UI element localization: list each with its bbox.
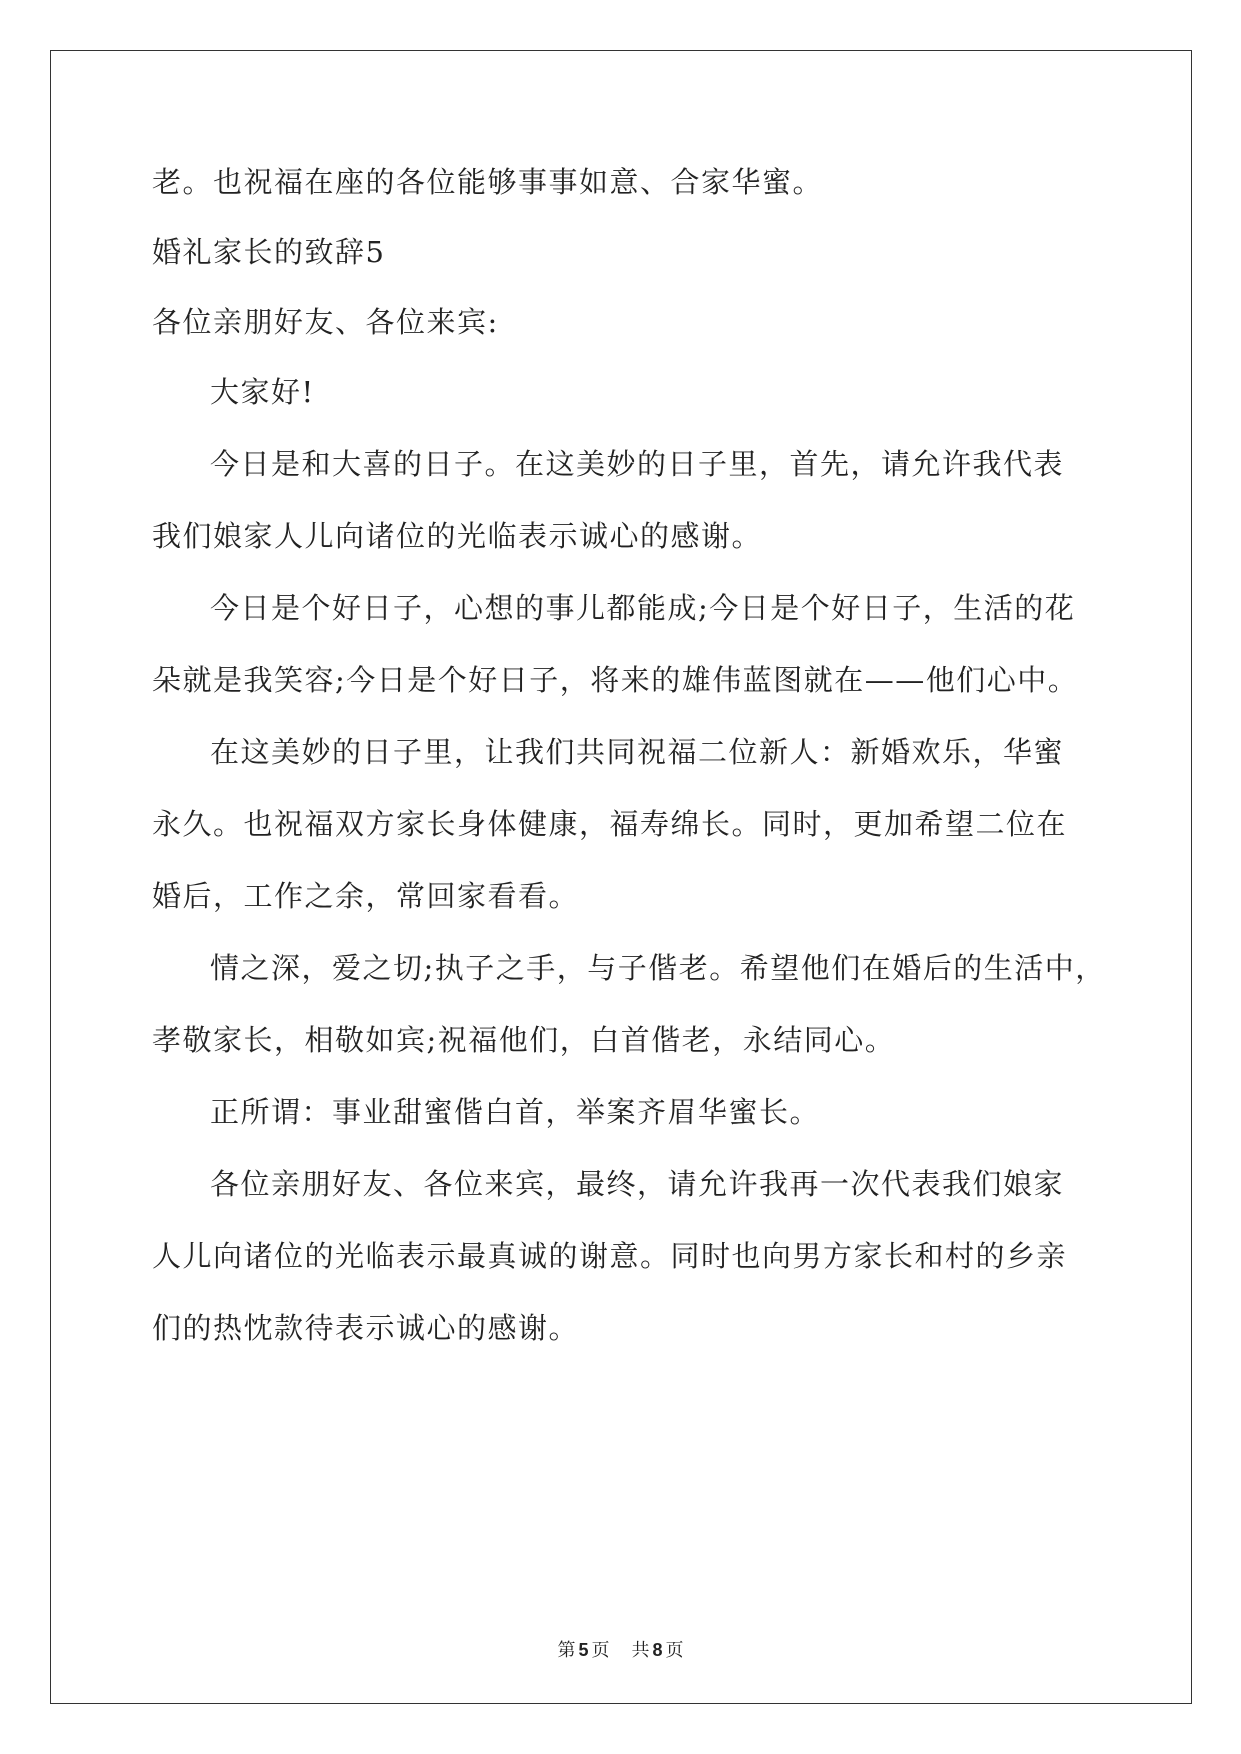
total-unit: 页: [665, 1640, 684, 1661]
greeting: 大家好!: [210, 375, 315, 409]
page-prefix: 第: [557, 1640, 576, 1661]
paragraph-line: 老。也祝福在座的各位能够事事如意、合家华蜜。: [152, 165, 824, 199]
paragraph-line: 朵就是我笑容;今日是个好日子，将来的雄伟蓝图就在——他们心中。: [152, 663, 1079, 697]
paragraph-line: 情之深，爱之切;执子之手，与子偕老。希望他们在婚后的生活中，: [210, 951, 1106, 985]
total-prefix: 共: [631, 1640, 650, 1661]
section-heading: 婚礼家长的致辞5: [152, 235, 386, 269]
paragraph-line: 人儿向诸位的光临表示最真诚的谢意。同时也向男方家长和村的乡亲: [152, 1239, 1068, 1273]
paragraph-line: 我们娘家人儿向诸位的光临表示诚心的感谢。: [152, 519, 763, 553]
paragraph-line: 们的热忱款待表示诚心的感谢。: [152, 1311, 580, 1345]
total-page-number: 8: [652, 1640, 663, 1660]
paragraph-line: 孝敬家长，相敬如宾;祝福他们，白首偕老，永结同心。: [152, 1023, 896, 1057]
page-unit: 页: [591, 1640, 610, 1661]
paragraph-line: 婚后，工作之余，常回家看看。: [152, 879, 580, 913]
salutation: 各位亲朋好友、各位来宾:: [152, 305, 499, 339]
current-page-number: 5: [578, 1640, 589, 1660]
paragraph-line: 在这美妙的日子里，让我们共同祝福二位新人：新婚欢乐，华蜜: [210, 735, 1065, 769]
page-footer: [0, 1638, 1241, 1663]
paragraph-line: 正所谓：事业甜蜜偕白首，举案齐眉华蜜长。: [210, 1095, 821, 1129]
paragraph-line: 各位亲朋好友、各位来宾，最终，请允许我再一次代表我们娘家: [210, 1167, 1065, 1201]
paragraph-line: 永久。也祝福双方家长身体健康，福寿绵长。同时，更加希望二位在: [152, 807, 1068, 841]
paragraph-line: 今日是个好日子，心想的事儿都能成;今日是个好日子，生活的花: [210, 591, 1076, 625]
paragraph-line: 今日是和大喜的日子。在这美妙的日子里，首先，请允许我代表: [210, 447, 1065, 481]
